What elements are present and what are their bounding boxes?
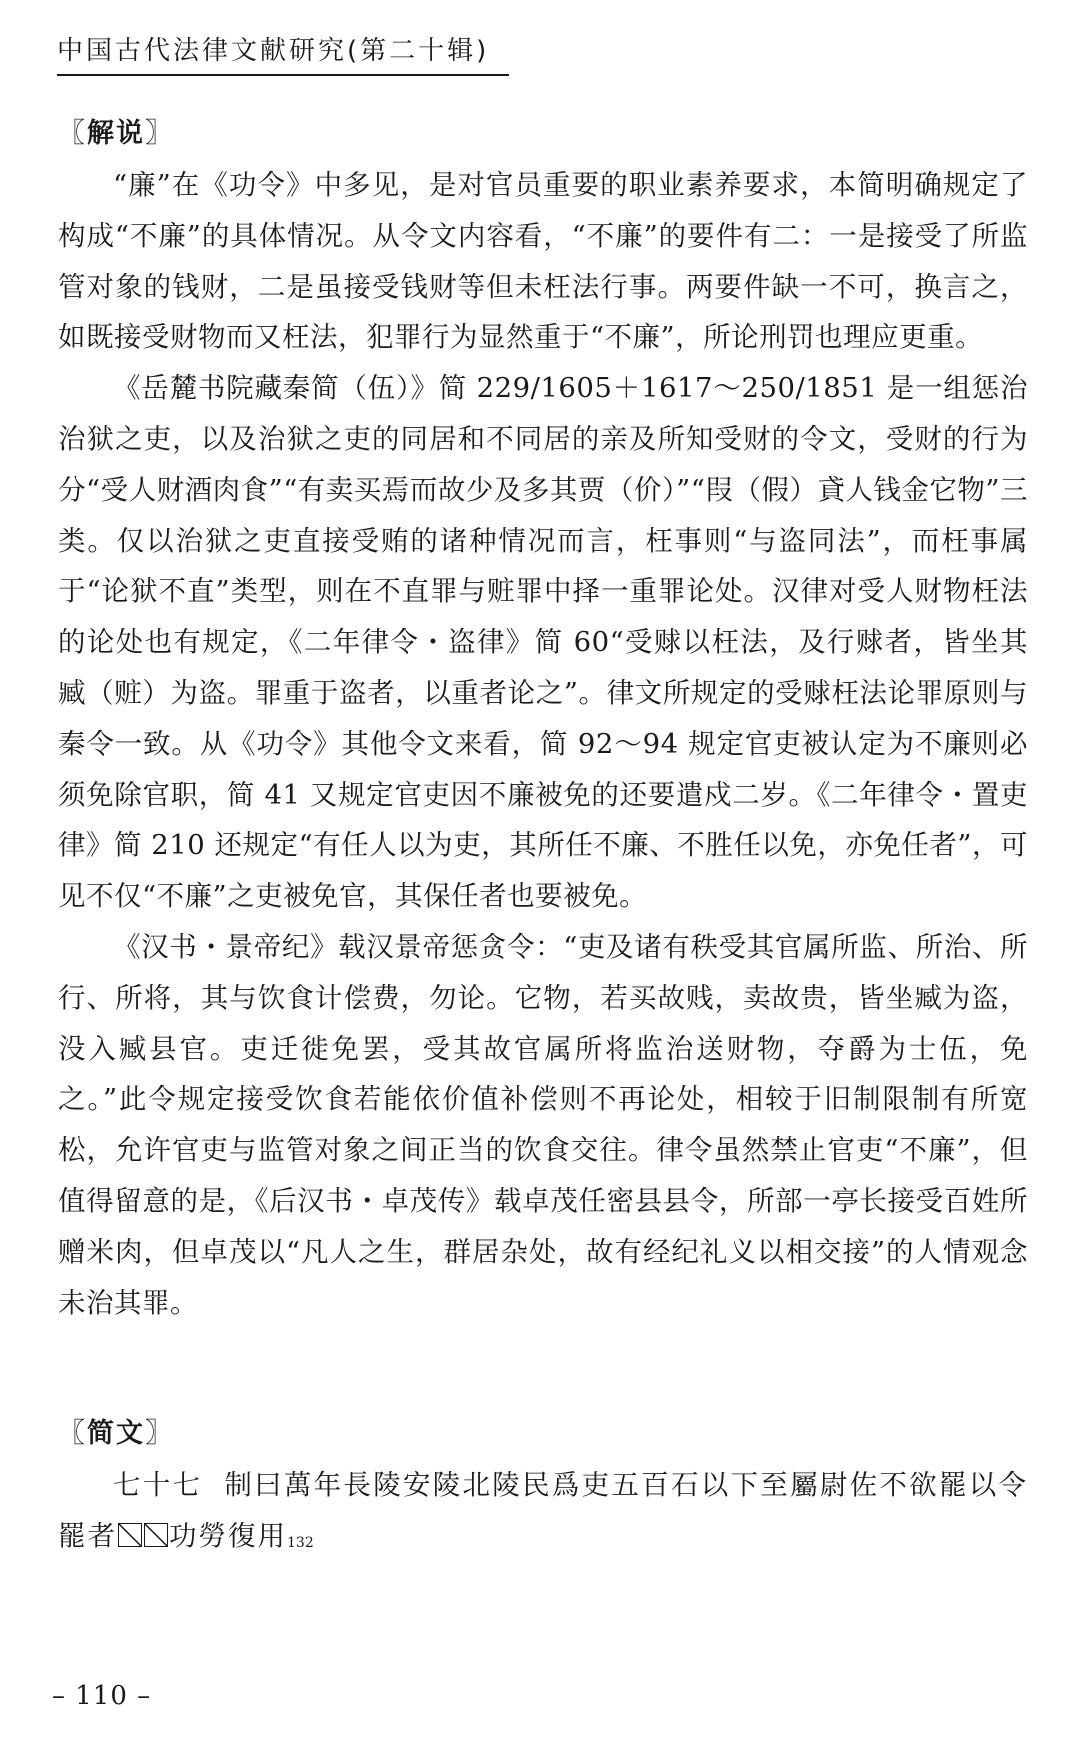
page-body [58,108,1028,1569]
page-number: – 110 – [52,1681,152,1711]
commentary-heading-label: 解说 [87,118,145,149]
commentary-paragraph: 《汉书・景帝纪》载汉景帝惩贪令：“吏及诸有秩受其官属所监、所治、所行、所将，其与饮食计偿费，勿论。它物，若买故贱，卖故贵，皆坐臧为盗，没入臧县官。吏迁徙免罢，受其故官属所将监治送财物，夺爵为士伍，免之。”此令规定接受饮食若能依价值补偿则不再论处，相较于旧制限制有所宽松，允许官吏与监管对象之间正当的饮食交往。律令虽然禁止官吏“不廉”，但值得留意的是，《后汉书・卓茂传》载卓茂任密县县令，所部一亭长接受百姓所赠米肉，但卓茂以“凡人之生，群居杂处，故有经纪礼义以相交接”的人情观念未治其罪。 [58,930,1028,1319]
damaged-character-icon [144,1523,168,1547]
section-spacer [58,1328,1028,1408]
commentary-paragraph: “廉”在《功令》中多见，是对官员重要的职业素养要求，本简明确规定了构成“不廉”的具体情况。从令文内容看，“不廉”的要件有二：一是接受了所监管对象的钱财，二是虽接受钱财等但未枉法行事。两要件缺一不可，换言之，如既接受财物而又枉法，犯罪行为显然重于“不廉”，所论刑罚也理应更重。 [58,169,1028,354]
commentary-heading [58,108,1028,160]
heading-bracket-open: 〖 [58,118,87,149]
slip-text-line [58,1460,1028,1569]
slip-number: 132 [287,1535,314,1552]
slip-text-heading-label: 简文 [87,1418,145,1450]
strip-label: 七十七 [113,1469,203,1502]
heading-bracket-close: 〗 [145,1418,174,1450]
running-header-title: 中国古代法律文献研究(第二十辑) [57,34,509,76]
heading-bracket-open: 〖 [58,1418,87,1450]
commentary-paragraph: 《岳麓书院藏秦简（伍）》简 229/1605＋1617～250/1851 是一组惩治治狱之吏，以及治狱之吏的同居和不同居的亲及所知受财的令文，受财的行为分“受人财酒肉食”“有卖买焉而故少及多其贾（价）”“叚（假）貣人钱金它物”三类。仅以治狱之吏直接受贿的诸种情况而言，枉事则“与盗同法”，而枉事属于“论狱不直”类型，则在不直罪与赃罪中择一重罪论处。汉律对受人财物枉法的论处也有规定，《二年律令・盗律》简 60“受赇以枉法，及行赇者，皆坐其臧（赃）为盗。罪重于盗者，以重者论之”。律文所规定的受赇枉法论罪原则与秦令一致。从《功令》其他令文来看，简 92～94 规定官吏被认定为不廉则必须免除官职，简 41 又规定官吏因不廉被免的还要遣戍二岁。《二年律令・置吏律》简 210 还规定“有任人以为吏，其所任不廉、不胜任以免，亦免任者”，可见不仅“不廉”之吏被免官，其保任者也要被免。 [58,372,1028,913]
slip-text-part1: 制曰萬年長陵安陵北陵民爲吏五百石以下至屬尉佐不欲罷以令罷者 [58,1469,1028,1553]
slip-text-heading [58,1408,1028,1460]
heading-bracket-close: 〗 [145,118,174,149]
slip-text-part2: 功勞復用 [169,1520,287,1553]
damaged-character-icon [118,1523,142,1547]
